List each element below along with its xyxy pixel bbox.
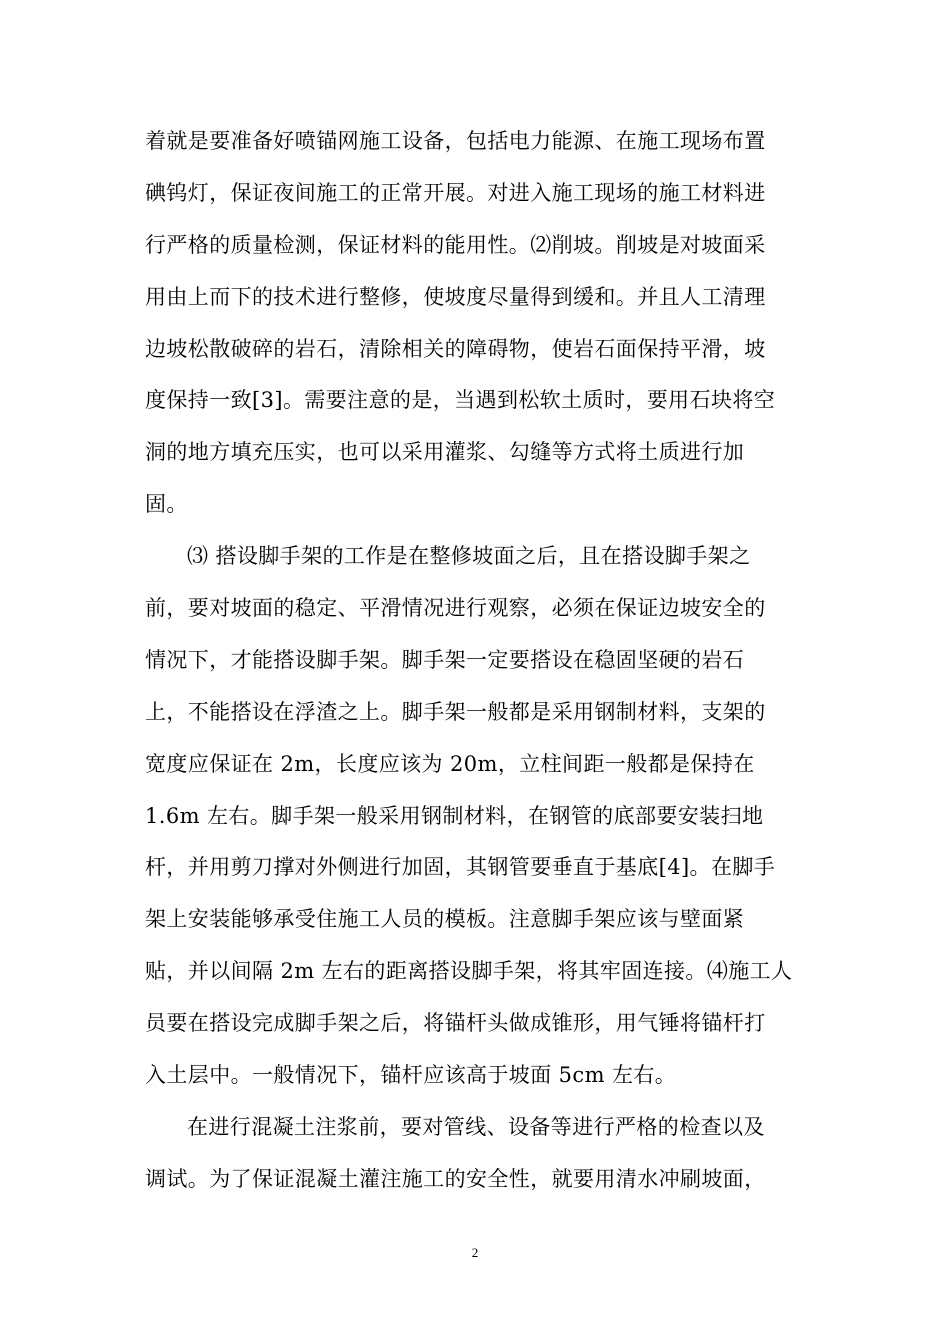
paragraph-start-line: ⑶ 搭设脚手架的工作是在整修坡面之后，且在搭设脚手架之 bbox=[187, 544, 751, 569]
text-line: 用由上而下的技术进行整修，使坡度尽量得到缓和。并且人工清理 bbox=[145, 284, 766, 309]
text-line: 调试。为了保证混凝土灌注施工的安全性，就要用清水冲刷坡面， bbox=[145, 1166, 766, 1191]
text-line: 度保持一致[3]。需要注意的是，当遇到松软土质时，要用石块将空 bbox=[145, 388, 776, 413]
text-line: 行严格的质量检测，保证材料的能用性。⑵削坡。削坡是对坡面采 bbox=[145, 232, 766, 257]
text-line: 员要在搭设完成脚手架之后，将锚杆头做成锥形，用气锤将锚杆打 bbox=[145, 1011, 766, 1036]
text-line: 1.6m 左右。脚手架一般采用钢制材料，在钢管的底部要安装扫地 bbox=[145, 803, 764, 828]
text-line: 入土层中。一般情况下，锚杆应该高于坡面 5cm 左右。 bbox=[145, 1063, 677, 1088]
text-line: 宽度应保证在 2m，长度应该为 20m，立柱间距一般都是保持在 bbox=[145, 751, 755, 776]
text-line: 前，要对坡面的稳定、平滑情况进行观察，必须在保证边坡安全的 bbox=[145, 596, 766, 621]
text-line: 洞的地方填充压实，也可以采用灌浆、勾缝等方式将土质进行加 bbox=[145, 440, 745, 465]
text-line: 架上安装能够承受住施工人员的模板。注意脚手架应该与壁面紧 bbox=[145, 907, 745, 932]
text-line: 上，不能搭设在浮渣之上。脚手架一般都是采用钢制材料，支架的 bbox=[145, 699, 766, 724]
paragraph-start-line: 在进行混凝土注浆前，要对管线、设备等进行严格的检查以及 bbox=[187, 1114, 765, 1139]
text-line: 杆，并用剪刀撑对外侧进行加固，其钢管要垂直于基底[4]。在脚手 bbox=[145, 855, 776, 880]
text-line: 边坡松散破碎的岩石，清除相关的障碍物，使岩石面保持平滑，坡 bbox=[145, 336, 766, 361]
body-text bbox=[145, 116, 815, 1206]
text-line: 固。 bbox=[145, 492, 188, 517]
text-line: 贴，并以间隔 2m 左右的距离搭设脚手架，将其牢固连接。⑷施工人 bbox=[145, 959, 793, 984]
text-line: 着就是要准备好喷锚网施工设备，包括电力能源、在施工现场布置 bbox=[145, 129, 766, 153]
text-line: 碘钨灯，保证夜间施工的正常开展。对进入施工现场的施工材料进 bbox=[145, 180, 766, 205]
page-number: 2 bbox=[471, 1245, 479, 1260]
text-line: 情况下，才能搭设脚手架。脚手架一定要搭设在稳固坚硬的岩石 bbox=[145, 647, 745, 672]
